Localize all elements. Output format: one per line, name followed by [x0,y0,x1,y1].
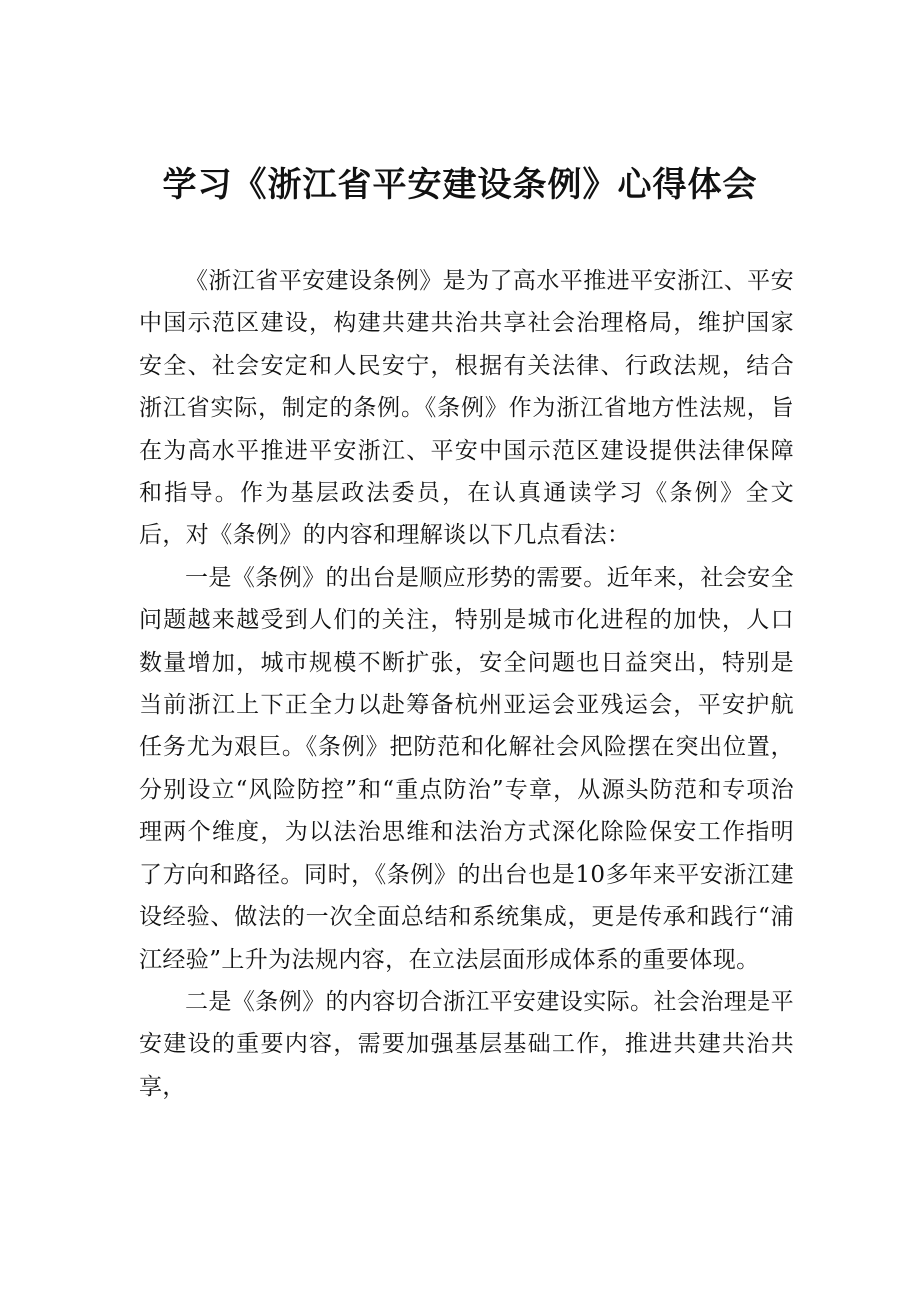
paragraph-point-two: 二是《条例》的内容切合浙江平安建设实际。社会治理是平安建设的重要内容，需要加强基层基础工作，推进共建共治共享， [139,988,794,1100]
paragraph-point-one: 一是《条例》的出台是顺应形势的需要。近年来，社会安全问题越来越受到人们的关注，特别是城市化进程的加快，人口数量增加，城市规模不断扩张，安全问题也日益突出，特别是当前浙江上下正全力以赴筹备杭州亚运会亚残运会，平安护航任务尤为艰巨。《条例》把防范和化解社会风险摆在突出位置，分别设立“风险防控”和“重点防治”专章，从源头防范和专项治理两个维度，为以法治思维和法治方式深化除险保安工作指明了方向和路径。同时，《条例》的出台也是10多年来平安浙江建设经验、做法的一次全面总结和系统集成，更是传承和践行“浦江经验”上升为法规内容，在立法层面形成体系的重要体现。 [139,564,794,973]
paragraph-intro: 《浙江省平安建设条例》是为了高水平推进平安浙江、平安中国示范区建设，构建共建共治共享社会治理格局，维护国家安全、社会安定和人民安宁，根据有关法律、行政法规，结合浙江省实际，制定的条例。《条例》作为浙江省地方性法规，旨在为高水平推进平安浙江、平安中国示范区建设提供法律保障和指导。作为基层政法委员，在认真通读学习《条例》全文后，对《条例》的内容和理解谈以下几点看法： [139,268,794,549]
document-body [139,260,794,1108]
document-title: 学习《浙江省平安建设条例》心得体会 [162,165,758,205]
